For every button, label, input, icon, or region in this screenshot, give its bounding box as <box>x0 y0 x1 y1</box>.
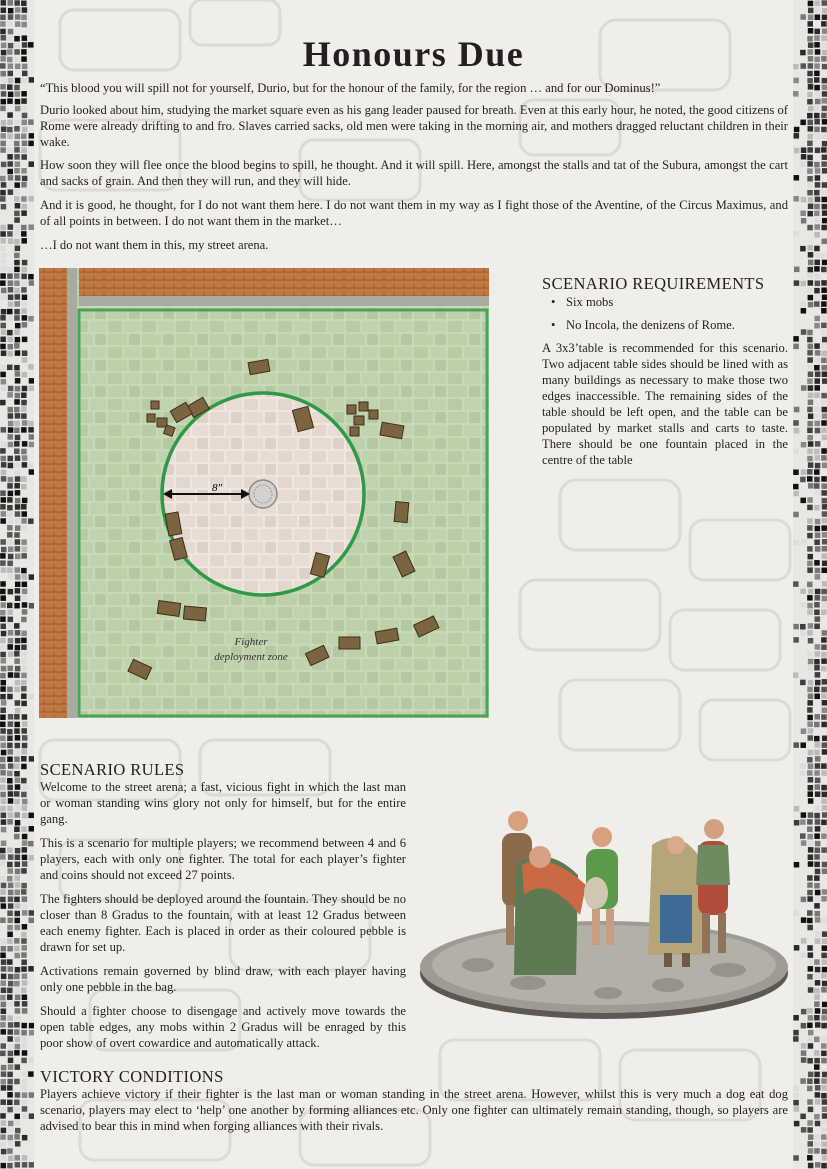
scenario-requirements <box>542 274 788 468</box>
victory-conditions <box>40 1067 788 1142</box>
intro-paragraph-4: And it is good, he thought, for I do not want them here. I do not want them in my way as I fight those of the Aventine, of the Circus Maximus, and of all points in between. I do not want them in the market… <box>40 198 788 228</box>
zone-label-line-1: Fighter <box>234 636 268 648</box>
victory-heading: VICTORY CONDITIONS <box>40 1067 224 1086</box>
map-buildings-top <box>79 268 489 300</box>
requirement-item: • No Incola, the denizens of Rome. <box>542 317 788 333</box>
miniatures-photo <box>418 805 790 1027</box>
rules-paragraph-3: The fighters should be deployed around the fountain. They should be no closer than 8 Gradus to the fountain, with at least 12 Gradus between each enemy fighter. Each is placed in order as their coloured pebble is drawn for set up. <box>40 892 406 954</box>
zone-label-line-2: deployment zone <box>214 651 288 663</box>
rules-heading: SCENARIO RULES <box>40 760 185 779</box>
intro-paragraph-3: How soon they will flee once the blood begins to spill, he thought. And it will spill. Here, amongst the stalls and tat of the Subura, amongst the cart and sacks of grain. And then they will run, and they will hide. <box>40 158 788 188</box>
page-title: Honours Due <box>302 34 525 74</box>
scenario-rules <box>40 760 406 1059</box>
requirements-text: A 3x3’table is recommended for this scenario. Two adjacent table sides should be lined with as many buildings as necessary to make those two edges inaccessible. The remaining sides of the table should be left open, and the table can be populated by market stalls and carts to taste. There should be one fountain placed in the centre of the table <box>542 341 788 467</box>
requirement-item: • Six mobs <box>542 294 788 310</box>
fountain-icon <box>249 480 277 508</box>
distance-label: 8" <box>211 482 223 494</box>
intro-paragraph-2: Durio looked about him, studying the market square even as his gang leader paused for breath. Even at this early hour, he noted, the good citizens of Rome were already drifting to and fro. Slaves carried sacks, old men were taking in the morning air, and mothers dragged reluctant children in their wake. <box>40 103 788 149</box>
rules-paragraph-4: Activations remain governed by blind draw, with each player having only one pebble in the bag. <box>40 964 406 994</box>
requirements-list <box>542 294 788 333</box>
map-buildings-left <box>39 268 71 718</box>
rules-paragraph-2: This is a scenario for multiple players; we recommend between 4 and 6 players, each with only one fighter. The total for each player’s fighter and coins should not exceed 27 points. <box>40 836 406 882</box>
intro-paragraph-1: “This blood you will spill not for yourself, Durio, but for the honour of the family, for the region … and for our Dominus!” <box>40 81 661 95</box>
intro-paragraph-5: …I do not want them in this, my street arena. <box>40 238 269 252</box>
rules-paragraph-1: Welcome to the street arena; a fast, vicious fight in which the last man or woman standing wins glory not only for himself, but for the entire gang. <box>40 780 406 826</box>
scenario-map <box>39 268 489 718</box>
rules-paragraph-5: Should a fighter choose to disengage and actively move towards the open table edges, any mobs within 2 Gradus will be enraged by this poor show of overt cowardice and automatically attack. <box>40 1004 406 1050</box>
victory-text: Players achieve victory if their fighter is the last man or woman standing in the street arena. However, whilst this is very much a dog eat dog scenario, players may elect to ‘help’ one another by forming alliances etc. Only one fighter can ultimately remain standing, though, so players are advised to bear this in mind when forging alliances with their rivals. <box>40 1087 788 1133</box>
requirements-heading: SCENARIO REQUIREMENTS <box>542 274 765 293</box>
